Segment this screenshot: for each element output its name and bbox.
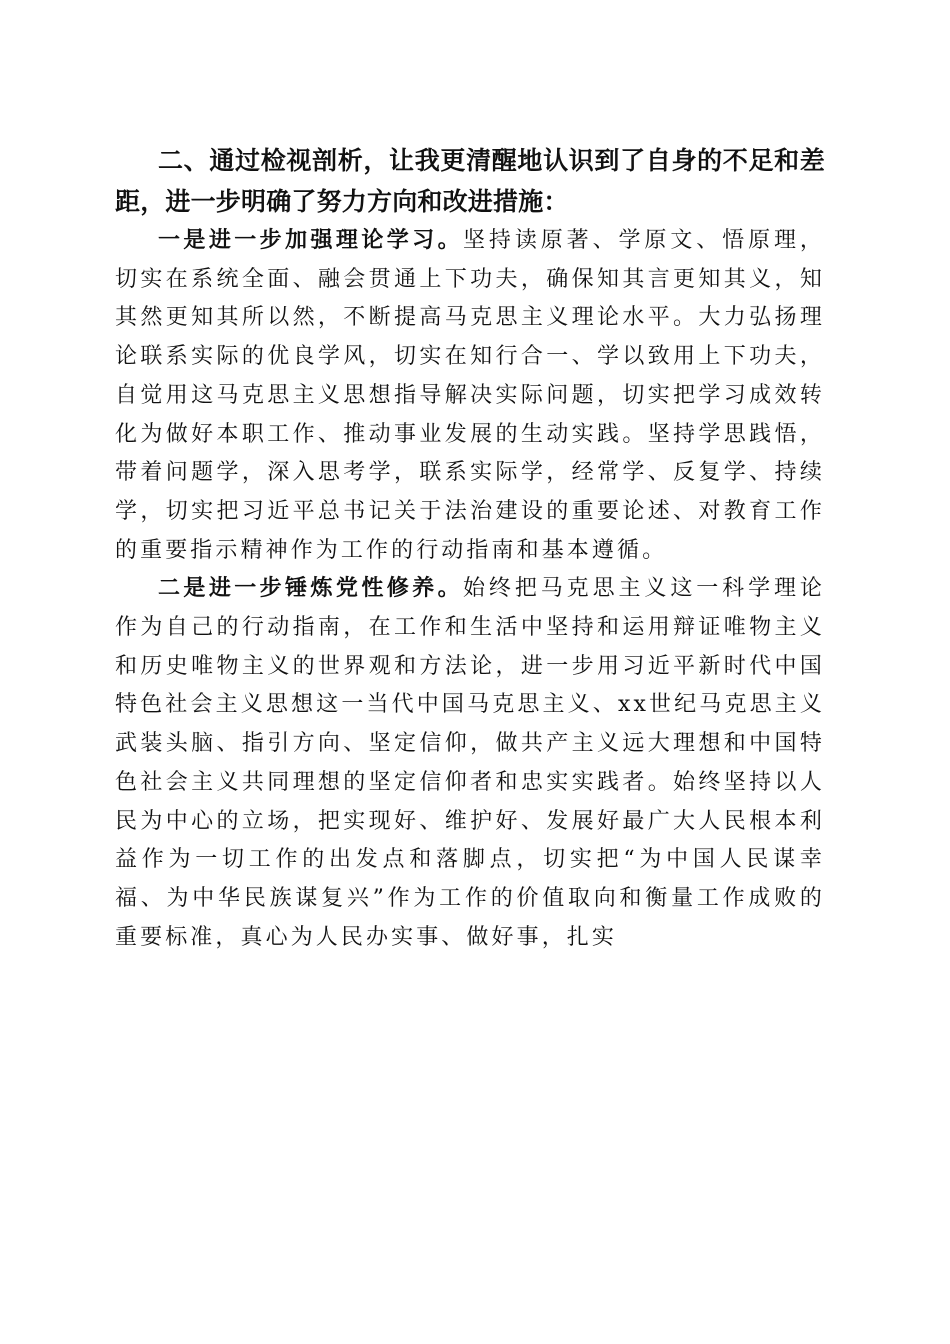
paragraph-body: 始终把马克思主义这一科学理论作为自己的行动指南，在工作和生活中坚持和运用辩证唯物主义和历史唯物主义的世界观和方法论，进一步用习近平新时代中国特色社会主义思想这一当代中国马克思主义、xx世纪马克思主义武装头脑、指引方向、坚定信仰，做共产主义远大理想和中国特色社会主义共同理想的坚定信仰者和忠实实践者。始终坚持以人民为中心的立场，把实现好、维护好、发展好最广大人民根本利益作为一切工作的出发点和落脚点，切实把“为中国人民谋幸福、为中华民族谋复兴”作为工作的价值取向和衡量工作成败的重要标准，真心为人民办实事、做好事，扎实 xyxy=(115,576,826,950)
document-page xyxy=(115,140,825,957)
section-heading: 二、通过检视剖析，让我更清醒地认识到了自身的不足和差距，进一步明确了努力方向和改进措施： xyxy=(115,146,825,216)
paragraph-lead: 二是进一步锤炼党性修养。 xyxy=(158,576,463,602)
paragraph-party-spirit xyxy=(115,570,825,957)
paragraph-theory-study xyxy=(115,222,825,570)
paragraph-body: 坚持读原著、学原文、悟原理，切实在系统全面、融会贯通上下功夫，确保知其言更知其义，知其然更知其所以然，不断提高马克思主义理论水平。大力弘扬理论联系实际的优良学风，切实在知行合一、学以致用上下功夫，自觉用这马克思主义思想指导解决实际问题，切实把学习成效转化为做好本职工作、推动事业发展的生动实践。坚持学思践悟，带着问题学，深入思考学，联系实际学，经常学、反复学、持续学，切实把习近平总书记关于法治建设的重要论述、对教育工作的重要指示精神作为工作的行动指南和基本遵循。 xyxy=(115,228,826,563)
paragraph-lead: 一是进一步加强理论学习。 xyxy=(158,228,463,253)
